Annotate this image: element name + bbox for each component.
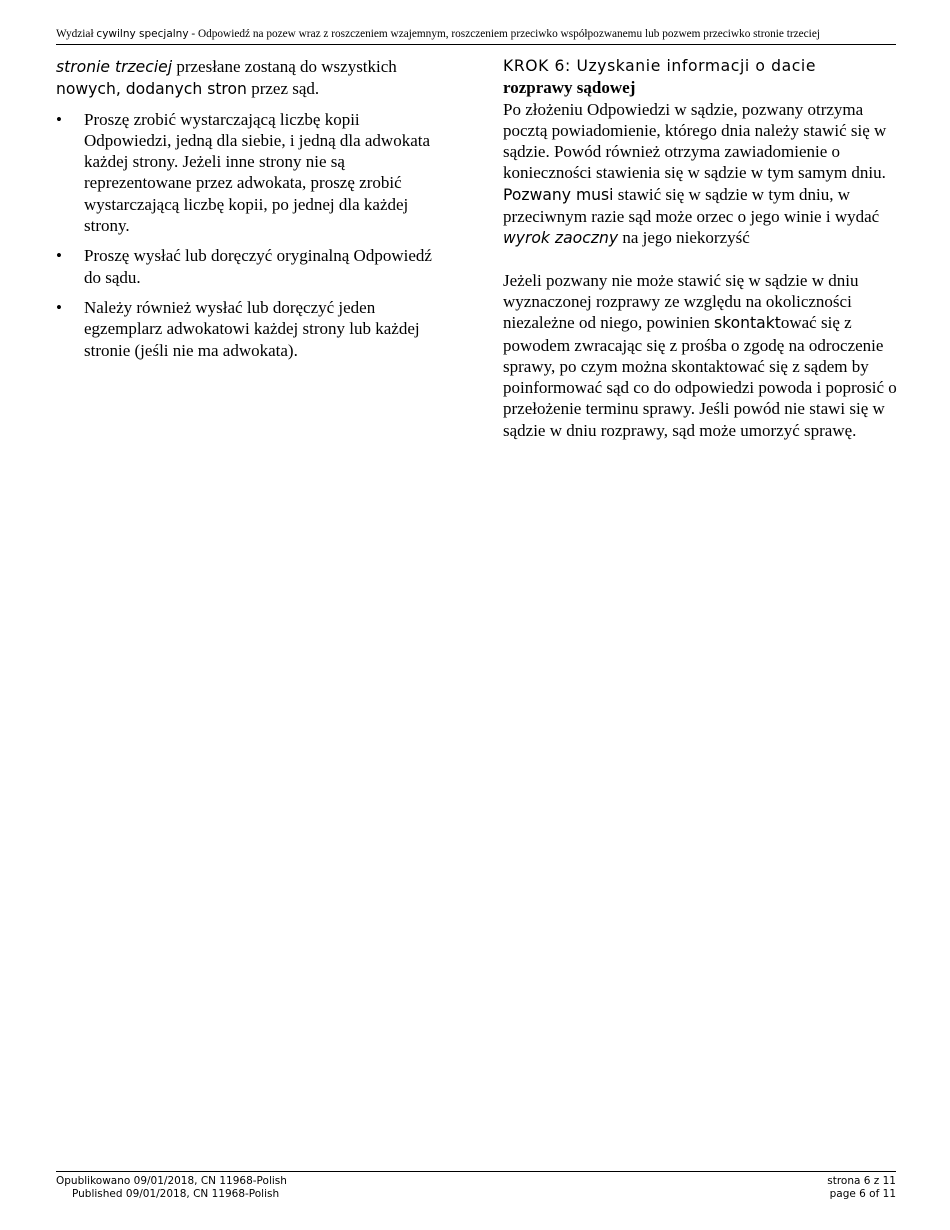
bullet-icon: • (56, 297, 62, 317)
footer-published (56, 1175, 287, 1201)
header-prefix: Wydział (56, 28, 97, 40)
intro-end: przez sąd. (246, 79, 320, 99)
p2-text-b: ować się z powodem zwracając się z prośba o zgodę na odroczenie sprawy, po czym można skontaktować się z sądem by poinformować sąd co do odpowiedzi powoda i poprosić o przełożenie terminu sprawy. Jeśli powód nie stawi się w sądzie w dniu rozprawy, sąd może umorzyć sprawę. (503, 313, 897, 440)
list-item (56, 245, 451, 288)
instruction-list (56, 109, 451, 361)
p1-text-b: stawić się w sądzie w tym dniu, w przeciwnym razie sąd może orzec o jego winie i wydać (503, 184, 880, 227)
bullet-icon: • (56, 246, 62, 266)
header-title: - Odpowiedź na pozew wraz z roszczeniem wzajemnym, roszczeniem przeciwko współpozwanemu lub pozwem przeciwko stronie trzeciej (188, 28, 820, 40)
intro-italic: stronie trzeciej (56, 58, 173, 76)
step-6-title-bold: rozprawy sądowej (503, 78, 636, 98)
intro-paragraph (56, 56, 451, 101)
list-item-text: Proszę zrobić wystarczającą liczbę kopii Odpowiedzi, jedną dla siebie, i jedną dla adwokata każdej strony. Jeżeli inne strony nie są reprezentowane przez adwokata, proszę zrobić wystarczającą liczbę kopii, po jednej dla każdej strony. (84, 109, 431, 236)
list-item (56, 297, 451, 361)
p1-italic: wyrok zaoczny (503, 229, 619, 248)
page-header (56, 27, 896, 45)
step-6-title: KROK 6: Uzyskanie informacji o dacie (503, 57, 817, 75)
p2-text-a: Jeżeli pozwany nie może stawić się w sądzie w dniu wyznaczonej rozprawy ze względu na okoliczności niezależne od niego, powinien (503, 270, 859, 333)
p1-text-c: na jego niekorzyść (618, 228, 750, 248)
published-en: Published 09/01/2018, CN 11968-Polish (72, 1188, 280, 1200)
list-item-text: Proszę wysłać lub doręczyć oryginalną Odpowiedź do sądu. (84, 246, 432, 287)
list-item-text: Należy również wysłać lub doręczyć jeden egzemplarz adwokatowi każdej strony lub każdej stronie (jeśli nie ma adwokata). (84, 297, 420, 360)
left-column (56, 56, 451, 370)
right-column (503, 56, 898, 441)
intro-sans: nowych, dodanych stron (56, 80, 247, 99)
intro-rest: przesłane zostaną do wszystkich (172, 57, 397, 76)
footer-page-number (827, 1175, 896, 1201)
page-number-pl: strona 6 z 11 (827, 1175, 896, 1187)
p1-sans: Pozwany musi (503, 185, 614, 204)
header-prefix-sans: cywilny specjalny (96, 28, 189, 40)
p2-sans: skontakt (714, 314, 781, 333)
page-number-en: page 6 of 11 (829, 1188, 896, 1200)
page-footer (56, 1171, 896, 1200)
list-item (56, 109, 451, 237)
published-pl: Opublikowano 09/01/2018, CN 11968-Polish (56, 1175, 287, 1187)
step-6-paragraph-1 (503, 99, 898, 250)
paragraph-gap (503, 250, 898, 270)
p1-text-a: Po złożeniu Odpowiedzi w sądzie, pozwany otrzyma pocztą powiadomienie, którego dnia należy stawić się w sądzie. Powód również otrzyma zawiadomienie o konieczności stawienia się w sądzie w tym samym dniu. (503, 99, 887, 183)
step-6-paragraph-2 (503, 270, 898, 441)
bullet-icon: • (56, 109, 62, 129)
